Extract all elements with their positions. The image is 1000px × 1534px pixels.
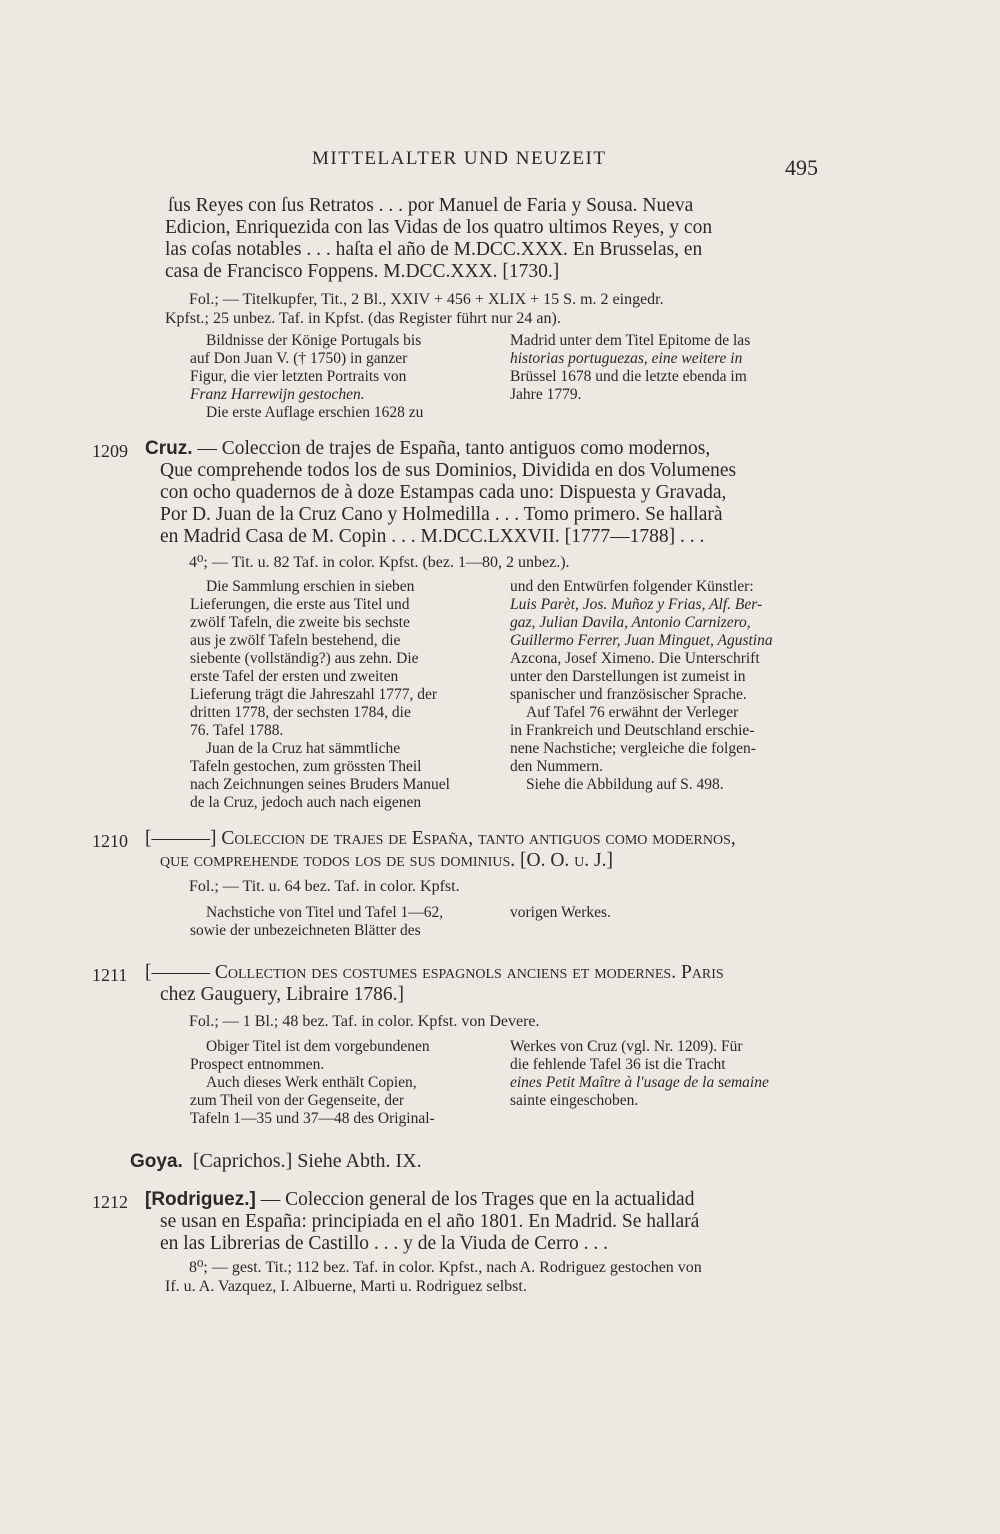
note-line: nach Zeichnungen seines Bruders Manuel (190, 776, 450, 793)
note-line: Obiger Titel ist dem vorgebundenen (206, 1038, 430, 1055)
note-line: Die Sammlung erschien in sieben (206, 578, 415, 595)
note-line: Die erste Auflage erschien 1628 zu (206, 404, 424, 421)
note-line: auf Don Juan V. († 1750) in ganzer (190, 350, 408, 367)
note-line: den Nummern. (510, 758, 603, 775)
note-line: Siehe die Abbildung auf S. 498. (526, 776, 724, 793)
entry-keyword: [———] (145, 828, 217, 849)
note-line: Brüssel 1678 und die letzte ebenda im (510, 368, 747, 385)
note-line: Franz Harrewijn gestochen. (190, 386, 365, 403)
title-line: Collection des costumes espagnols anciens et modernes. Paris (214, 962, 724, 983)
note-line: dritten 1778, der sechsten 1784, die (190, 704, 411, 721)
note-line: eines Petit Maître à l'usage de la semaine (510, 1074, 769, 1091)
note-line: die fehlende Tafel 36 ist die Tracht (510, 1056, 726, 1073)
entry-keyword: Goya. (130, 1151, 183, 1172)
note-line: zwölf Tafeln, die zweite bis sechste (190, 614, 410, 631)
cross-reference-text: [Caprichos.] Siehe Abth. IX. (192, 1150, 422, 1172)
title-line: se usan en España: principiada en el año 1801. En Madrid. Se hallará (160, 1211, 700, 1232)
running-title: MITTELALTER UND NEUZEIT (312, 148, 607, 169)
note-line: spanischer und französischer Sprache. (510, 686, 747, 703)
note-line: siebente (vollständig?) aus zehn. Die (190, 650, 419, 667)
title-line: Que comprehende todos los de sus Dominios, Dividida en dos Volumenes (160, 460, 737, 481)
collation-line: 4⁰; — Tit. u. 82 Taf. in color. Kpfst. (bez. 1—80, 2 unbez.). (189, 554, 570, 571)
notes-right-column (510, 1038, 810, 1110)
collation-line: If. u. A. Vazquez, I. Albuerne, Marti u. Rodriguez selbst. (165, 1278, 527, 1295)
entry-1209-collation (165, 553, 815, 572)
note-line: Madrid unter dem Titel Epitome de las (510, 332, 751, 349)
entry-number: 1209 (92, 441, 128, 461)
entry-1212-collation (165, 1258, 815, 1296)
title-line: en Madrid Casa de M. Copin . . . M.DCC.LXXVII. [1777—1788] . . . (160, 526, 705, 547)
entry-number: 1212 (92, 1192, 128, 1212)
note-line: aus je zwölf Tafeln bestehend, die (190, 632, 401, 649)
title-line: Edicion, Enriquezida con las Vidas de los quatro ultimos Reyes, y con (165, 217, 713, 238)
note-line: de la Cruz, jedoch auch nach eigenen (190, 794, 422, 811)
entry-keyword: [——— (145, 962, 210, 983)
title-line: — Coleccion general de los Trages que en la actualidad (260, 1189, 695, 1210)
note-line: Auch dieses Werk enthält Copien, (206, 1074, 417, 1091)
note-line: nene Nachstiche; vergleiche die folgen- (510, 740, 756, 757)
title-line: con ocho quadernos de à doze Estampas cada uno: Dispuesta y Gravada, (160, 482, 727, 503)
note-line: Azcona, Josef Ximeno. Die Unterschrift (510, 650, 760, 667)
note-line: erste Tafel der ersten und zweiten (190, 668, 399, 685)
note-line: zum Theil von der Gegenseite, der (190, 1092, 405, 1109)
entry-1210-collation (165, 877, 815, 896)
collation-line: Fol.; — Tit. u. 64 bez. Taf. in color. Kpfst. (189, 878, 460, 895)
note-line: Tafeln gestochen, zum grössten Theil (190, 758, 422, 775)
entry-number: 1211 (92, 965, 128, 985)
note-line: Luis Parèt, Jos. Muñoz y Frias, Alf. Ber- (510, 596, 763, 613)
note-line: Lieferungen, die erste aus Titel und (190, 596, 410, 613)
note-line: Bildnisse der Könige Portugals bis (206, 332, 422, 349)
collation-line: 8⁰; — gest. Tit.; 112 bez. Taf. in color. Kpfst., nach A. Rodriguez gestochen von (189, 1259, 702, 1276)
entry-number: 1210 (92, 831, 128, 851)
entry-1212-title (145, 1189, 820, 1255)
entry-1209-title (145, 438, 820, 548)
note-line: gaz, Julian Davila, Antonio Carnizero, (510, 614, 751, 631)
notes-right-column (510, 578, 810, 794)
continued-entry-title (165, 195, 815, 283)
note-line: und den Entwürfen folgender Künstler: (510, 578, 754, 595)
note-line: Auf Tafel 76 erwähnt der Verleger (526, 704, 739, 721)
collation-line: Fol.; — Titelkupfer, Tit., 2 Bl., XXIV + 456 + XLIX + 15 S. m. 2 eingedr. (189, 291, 664, 308)
note-line: Nachstiche von Titel und Tafel 1—62, (206, 904, 444, 921)
note-line: Werkes von Cruz (vgl. Nr. 1209). Für (510, 1038, 743, 1055)
entry-1211-collation (165, 1012, 815, 1031)
title-line: chez Gauguery, Libraire 1786.] (160, 984, 404, 1005)
title-line: casa de Francisco Foppens. M.DCC.XXX. [1730.] (165, 261, 560, 282)
note-line: Juan de la Cruz hat sämmtliche (206, 740, 401, 757)
title-line: Coleccion de trajes de España, tanto antiguos como modernos, (221, 828, 736, 849)
note-line: Jahre 1779. (510, 386, 582, 403)
note-line: Lieferung trägt die Jahreszahl 1777, der (190, 686, 438, 703)
note-line: 76. Tafel 1788. (190, 722, 284, 739)
note-line: Tafeln 1—35 und 37—48 des Original- (190, 1110, 435, 1127)
note-line: Prospect entnommen. (190, 1056, 325, 1073)
entry-keyword: [Rodriguez.] (145, 1189, 256, 1210)
title-line: las coſas notables . . . haſta el año de M.DCC.XXX. En Brusselas, en (165, 239, 703, 260)
note-line: Figur, die vier letzten Portraits von (190, 368, 407, 385)
title-line: que comprehende todos los de sus dominius. [O. O. u. J.] (160, 850, 613, 871)
note-line: vorigen Werkes. (510, 904, 611, 921)
entry-1211-title (145, 962, 820, 1006)
title-line: en las Librerias de Castillo . . . y de la Viuda de Cerro . . . (160, 1233, 608, 1254)
notes-right-column (510, 332, 810, 404)
title-line: ſus Reyes con ſus Retratos . . . por Manuel de Faria y Sousa. Nueva (168, 195, 694, 216)
goya-cross-reference (130, 1150, 422, 1173)
note-line: historias portuguezas, eine weitere in (510, 350, 743, 367)
entry-keyword: Cruz. (145, 438, 193, 459)
title-line: — Coleccion de trajes de España, tanto antiguos como modernos, (197, 438, 711, 459)
note-line: in Frankreich und Deutschland erschie- (510, 722, 755, 739)
notes-left-column (190, 1038, 490, 1128)
page-number: 495 (785, 155, 818, 180)
continued-entry-collation (165, 290, 815, 328)
note-line: Guillermo Ferrer, Juan Minguet, Agustina (510, 632, 773, 649)
note-line: sainte eingeschoben. (510, 1092, 639, 1109)
notes-left-column (190, 578, 490, 812)
note-line: sowie der unbezeichneten Blätter des (190, 922, 421, 939)
notes-left-column (190, 332, 490, 422)
collation-line: Kpfst.; 25 unbez. Taf. in Kpfst. (das Register führt nur 24 an). (165, 310, 561, 327)
notes-left-column (190, 904, 490, 940)
entry-1210-title (145, 828, 820, 872)
title-line: Por D. Juan de la Cruz Cano y Holmedilla . . . Tomo primero. Se hallarà (160, 504, 723, 525)
note-line: unter den Darstellungen ist zumeist in (510, 668, 746, 685)
collation-line: Fol.; — 1 Bl.; 48 bez. Taf. in color. Kpfst. von Devere. (189, 1013, 540, 1030)
notes-right-column (510, 904, 810, 922)
